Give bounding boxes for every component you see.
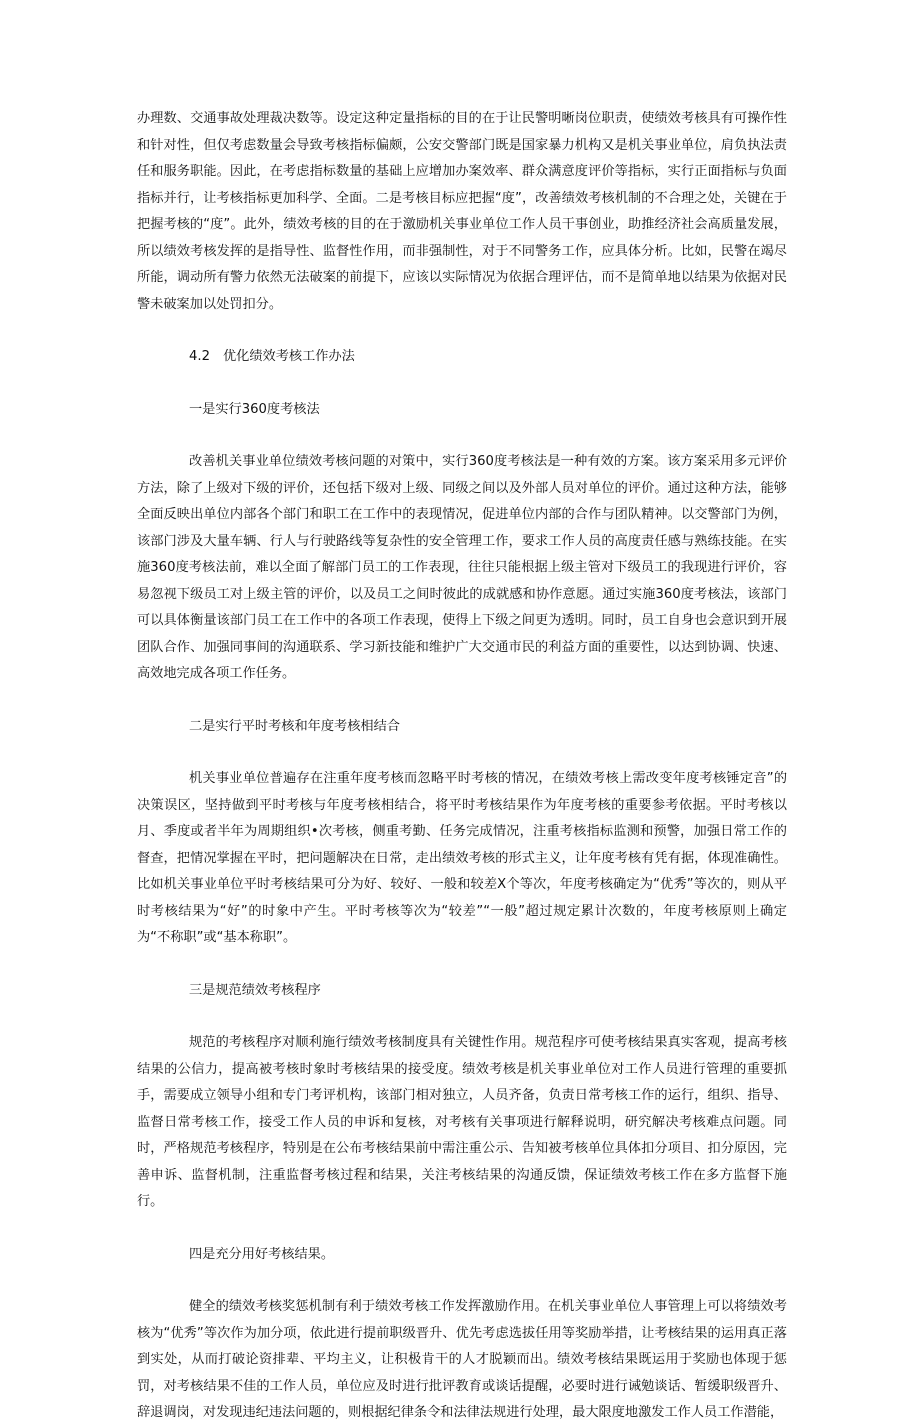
- paragraph-procedure: 规范的考核程序对顺利施行绩效考核制度具有关键性作用。规范程序可使考核结果真实客观，提高考核结果的公信力，提高被考核时象时考核结果的接受度。绩效考核是机关事业单位对工作人员进行管理的重要抓手，需要成立领导小组和专门考评机构，该部门相对独立，人员齐备，负责日常考核工作的运行，组织、指导、监督日常考核工作，接受工作人员的申诉和复核，对考核有关事项进行解释说明，研究解决考核难点问题。同时，严格规范考核程序，特别是在公布考核结果前中需注重公示、告知被考核单位具体扣分项目、扣分原因，完善申诉、监督机制，注重监督考核过程和结果，关注考核结果的沟通反馈，保证绩效考核工作在多方监督下施行。: [137, 1035, 787, 1209]
- spacer: [137, 688, 787, 714]
- spacer: [137, 1216, 787, 1242]
- paragraph-intro-continued: 办理数、交通事故处理裁决数等。设定这种定量指标的目的在于让民警明晰岗位职责，使绩效考核具有可操作性和针对性，但仅考虑数量会导致考核指标偏颇，公安交警部门既是国家暴力机构又是机关事业单位，肩负执法责任和服务职能。因此，在考虑指标数量的基础上应增加办案效率、群众满意度评价等指标，实行正面指标与负面指标并行，让考核指标更加科学、全面。二是考核目标应把握“度”，改善绩效考核机制的不合理之处，关键在于把握考核的“度”。此外，绩效考核的目的在于激励机关事业单位工作人员干事创业，助推经济社会高质量发展，所以绩效考核发挥的是指导性、监督性作用，而非强制性，对于不同警务工作，应具体分析。比如，民警在竭尽所能，调动所有警力依然无法破案的前提下，应该以实际情况为依据合理评估，而不是简单地以结果为依据对民警未破案加以处罚扣分。: [137, 111, 787, 312]
- section-heading: [137, 344, 787, 371]
- paragraph-routine-annual: 机关事业单位普遍存在注重年度考核而忽略平时考核的情况，在绩效考核上需改变年度考核锤定音”的决策误区，坚持做到平时考核与年度考核相结合，将平时考核结果作为年度考核的重要参考依据。平时考核以月、季度或者半年为周期组织•次考核，侧重考勤、任务完成情况，注重考核指标监测和预警，加强日常工作的督查，把情况掌握在平时，把问题解决在日常，走出绩效考核的形式主义，让年度考核有凭有据，体现准确性。比如机关事业单位平时考核结果可分为好、较好、一般和较差X个等次，年度考核确定为“优秀”等次的，则从平时考核结果为“好”的时象中产生。平时考核等次为“较差”“一般”超过规定累计次数的，年度考核原则上确定为“不称职”或“基本称职”。: [137, 771, 787, 945]
- spacer: [137, 371, 787, 397]
- subheading-360-review: 一是实行360度考核法: [189, 401, 320, 417]
- subheading-use-results: 四是充分用好考核结果。: [189, 1246, 335, 1262]
- spacer: [137, 1004, 787, 1030]
- subheading-routine-annual: 二是实行平时考核和年度考核相结合: [189, 718, 400, 734]
- spacer: [137, 318, 787, 344]
- spacer: [137, 952, 787, 978]
- paragraph-use-results: 健全的绩效考核奖惩机制有利于绩效考核工作发挥激励作用。在机关事业单位人事管理上可以将绩效考核为“优秀”等次作为加分项，依此进行提前职级晋升、优先考虑选拔任用等奖励举措，让考核结果的运用真正落到实处，从而打破论资排辈、平均主义，让积极肯干的人才脱颖而出。绩效考核结果既运用于奖励也体现于惩罚，对考核结果不佳的工作人员，单位应及时进行批评教育或谈话提醒，必要时进行诫勉谈话、暂缓职级晋升、辞退调岗，对发现违纪违法问题的，则根据纪律条令和法律法规进行处理，最大限度地激发工作人员工作潜能，: [137, 1299, 787, 1420]
- subheading-procedure: 三是规范绩效考核程序: [189, 982, 321, 998]
- section-number: 4.2: [189, 349, 210, 364]
- section-title: 优化绩效考核工作办法: [223, 349, 355, 364]
- spacer: [137, 740, 787, 766]
- paragraph-360-review: 改善机关事业单位绩效考核问题的对策中，实行360度考核法是一种有效的方案。该方案采用多元评价方法，除了上级对下级的评价，还包括下级对上级、同级之间以及外部人员对单位的评价。通过这种方法，能够全面反映出单位内部各个部门和职工在工作中的表现情况，促进单位内部的合作与团队精神。以交警部门为例，该部门涉及大量车辆、行人与行驶路线等复杂性的安全管理工作，要求工作人员的高度责任感与熟练技能。在实施360度考核法前，难以全面了解部门员工的工作表现，往往只能根据上级主管对下级员工的我现进行评价，容易忽视下级员工对上级主管的评价，以及员工之间时彼此的成就感和协作意愿。通过实施360度考核法，该部门可以具体衡量该部门员工在工作中的各项工作表现，使得上下级之间更为透明。同时，员工自身也会意识到开展团队合作、加强同事间的沟通联系、学习新技能和维护广大交通市民的利益方面的重要性，以达到协调、快速、高效地完成各项工作任务。: [137, 454, 787, 681]
- document-page: [137, 106, 787, 1427]
- spacer: [137, 1268, 787, 1294]
- spacer: [137, 423, 787, 449]
